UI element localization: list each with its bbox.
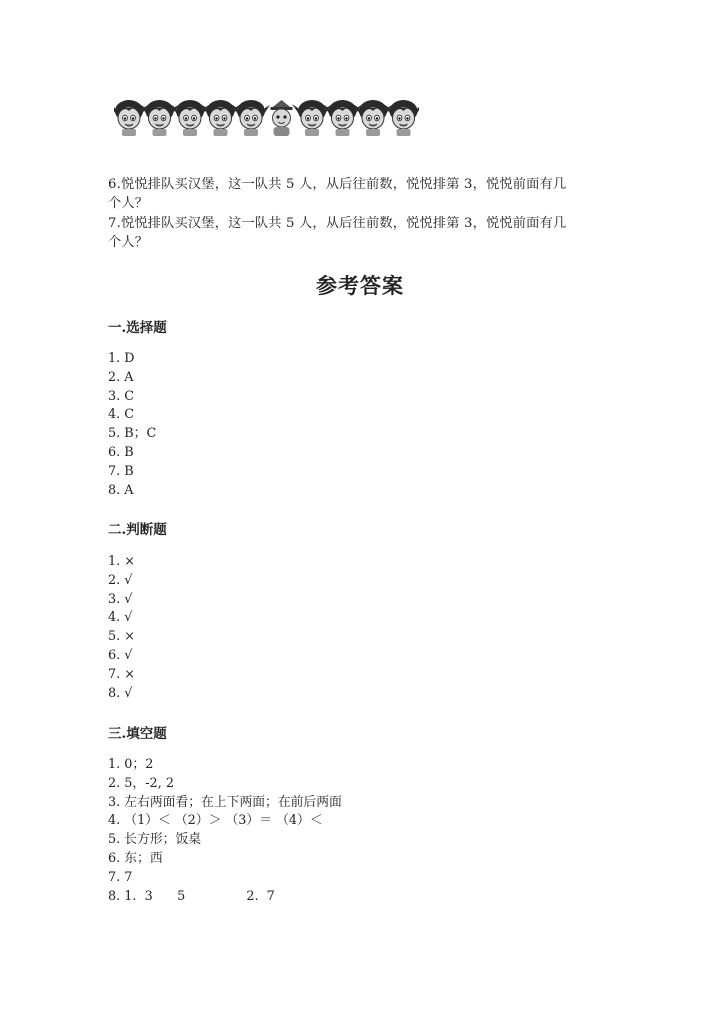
question-6-line-2: 个人？ xyxy=(108,195,149,211)
list-item: 1. 0；2 xyxy=(108,757,154,772)
child-face-icon xyxy=(384,100,420,136)
list-item: 1. × xyxy=(108,554,135,569)
section-heading-fill-blank: 三.填空题 xyxy=(108,726,167,742)
list-item: 8. A xyxy=(108,482,134,498)
child-face-icon xyxy=(170,100,209,136)
child-face-icon xyxy=(114,100,148,136)
question-6-line-1: 6.悦悦排队买汉堡，这一队共 5 人，从后往前数，悦悦排第 3，悦悦前面有几 xyxy=(108,177,567,192)
list-item: 4. （1）＜ （2）＞ （3）＝ （4）＜ xyxy=(108,813,323,829)
list-item: 8. 1. 3 5 2. 7 xyxy=(108,888,275,904)
section-heading-choice: 一.选择题 xyxy=(108,320,167,336)
list-item: 5. 长方形；饭桌 xyxy=(108,832,202,848)
row-of-children-faces-icon xyxy=(114,96,419,138)
child-face-icon xyxy=(231,100,270,136)
list-item: 5. × xyxy=(108,629,135,645)
question-7-line-1: 7.悦悦排队买汉堡，这一队共 5 人，从后往前数，悦悦排第 3，悦悦前面有几 xyxy=(108,216,567,231)
question-7 xyxy=(108,215,608,252)
answers-title: 参考答案 xyxy=(316,273,404,298)
list-item: 8. √ xyxy=(108,685,133,701)
child-face-icon xyxy=(353,100,392,136)
list-item: 2. 5，-2, 2 xyxy=(108,775,174,791)
list-item: 3. C xyxy=(108,388,135,404)
list-item: 3. 左右两面看；在上下两面；在前后两面 xyxy=(108,794,342,810)
judgement-answers-list xyxy=(108,553,135,703)
list-item: 6. 东；西 xyxy=(108,850,163,866)
list-item: 2. √ xyxy=(108,572,133,588)
choice-answers-list xyxy=(108,350,156,500)
list-item: 5. B；C xyxy=(108,426,157,442)
list-item: 7. 7 xyxy=(108,869,133,885)
list-item: 3. √ xyxy=(108,591,133,607)
list-item: 6. √ xyxy=(108,647,133,663)
child-face-icon xyxy=(292,100,331,136)
fill-blank-answers-list xyxy=(108,756,342,906)
child-face-icon xyxy=(140,100,179,136)
list-item: 4. C xyxy=(108,407,135,423)
child-face-icon xyxy=(201,100,240,136)
question-7-line-2: 个人？ xyxy=(108,234,149,250)
list-item: 2. A xyxy=(108,369,134,385)
list-item: 6. B xyxy=(108,444,134,460)
list-item: 7. B xyxy=(108,463,134,479)
child-face-icon xyxy=(271,100,293,136)
list-item: 4. √ xyxy=(108,610,133,626)
child-face-icon xyxy=(323,100,362,136)
list-item: 1. D xyxy=(108,351,135,366)
question-6 xyxy=(108,176,608,213)
children-faces-illustration xyxy=(114,96,419,138)
section-heading-judgement: 二.判断题 xyxy=(108,522,167,538)
list-item: 7. × xyxy=(108,666,135,682)
